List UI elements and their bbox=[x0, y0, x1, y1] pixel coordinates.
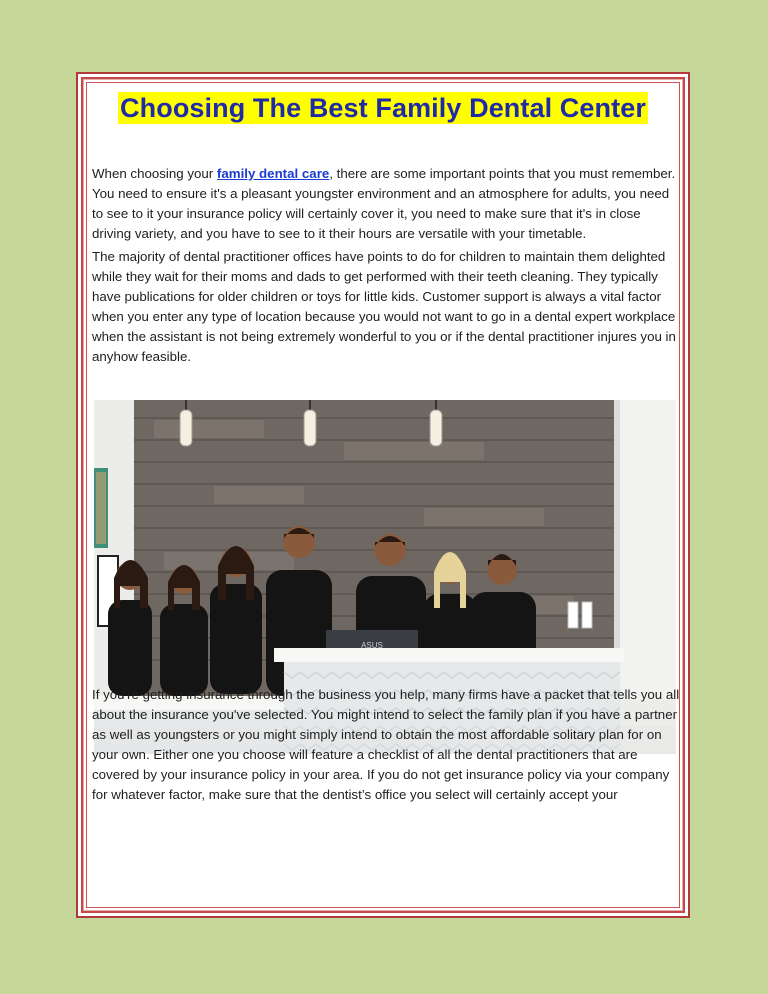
dental-team-photo bbox=[94, 400, 676, 754]
title-wrap bbox=[78, 92, 688, 124]
paragraph-3: If you're getting insurance through the business you help, many firms have a packet that tells you all about the insurance you've selected. You might intend to select the family plan if you have a partner as well as youngsters or you might simply intend to obtain the most affordable solitary plan for on your own. Either one you choose will feature a checklist of all the dental practitioners that are covered by your insurance policy in your area. If you do not get insurance policy via your company for whatever factor, make sure that the dentist’s office you select will certainly accept your bbox=[92, 687, 680, 802]
page-border bbox=[83, 79, 683, 911]
paragraph-2: The majority of dental practitioner offices have points to do for children to maintain them delighted while they wait for their moms and dads to get performed with their teeth cleaning. They typically have publications for older children or toys for little kids. Customer support is always a vital factor when you enter any type of location because you would not want to go in a dental expert workplace when the assistant is not being extremely wonderful to you or if the dental practitioner injures you in anyhow feasible. bbox=[92, 249, 676, 364]
document-page bbox=[76, 72, 690, 918]
monitor-brand: ASUS bbox=[361, 641, 383, 650]
family-dental-care-link[interactable]: family dental care bbox=[216, 166, 330, 181]
paragraph-1-rest: , there are some important points that you must remember. You need to ensure it's a pleasant youngster environment and an atmosphere for adults, you need to see to it your insurance policy will certainly cover it, you need to make sure that it's in close driving variety, and you have to see to it their hours are versatile with your timetable. bbox=[92, 166, 676, 241]
page-title: Choosing The Best Family Dental Center bbox=[120, 93, 646, 123]
paragraph-1 bbox=[92, 164, 682, 244]
paragraph-1-lead: When choosing your bbox=[92, 166, 217, 181]
